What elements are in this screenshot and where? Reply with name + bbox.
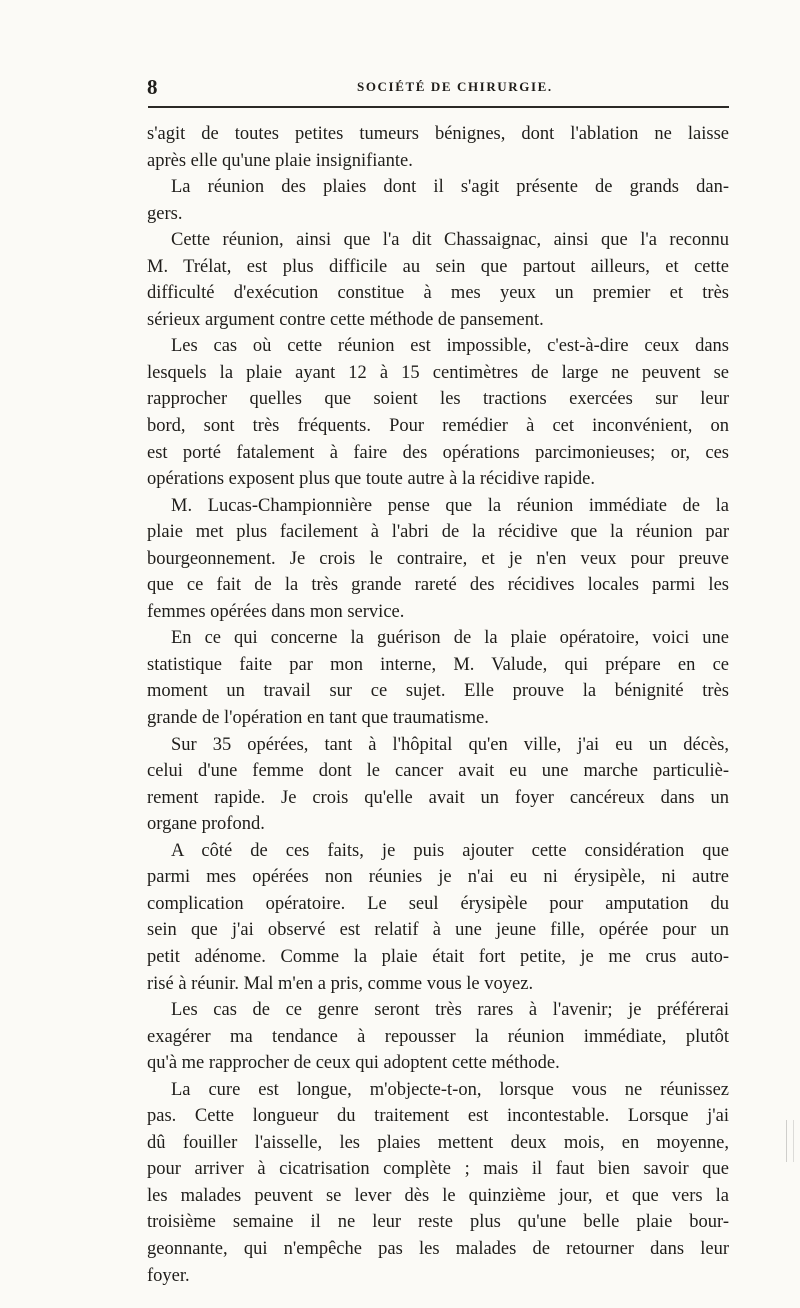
page-number: 8 [147, 75, 158, 99]
body-text [147, 121, 729, 1289]
paragraph-first-line: Sur 35 opérées, tant à l'hôpital qu'en ville, j'ai eu un décès, [171, 734, 729, 755]
text-line: pas. Cette longueur du traitement est incontestable. Lorsque j'ai [147, 1106, 729, 1127]
text-line: geonnante, qui n'empêche pas les malades de retourner dans leur [147, 1238, 729, 1259]
paragraph-first-line: A côté de ces faits, je puis ajouter cette considération que [171, 840, 729, 861]
text-line: moment un travail sur ce sujet. Elle prouve la bénignité très [147, 681, 729, 702]
paper-mark [786, 1120, 794, 1162]
running-title: SOCIÉTÉ DE CHIRURGIE. [357, 79, 553, 94]
text-line: statistique faite par mon interne, M. Valude, qui prépare en ce [147, 654, 729, 675]
text-line: opérations exposent plus que toute autre à la récidive rapide. [147, 469, 595, 490]
text-line: pour arriver à cicatrisation complète ; mais il faut bien savoir que [147, 1159, 729, 1180]
text-line: gers. [147, 203, 183, 224]
text-line: qu'à me rapprocher de ceux qui adoptent cette méthode. [147, 1053, 560, 1074]
text-line: lesquels la plaie ayant 12 à 15 centimètres de large ne peuvent se [147, 362, 729, 383]
paragraph-first-line: Les cas où cette réunion est impossible, c'est-à-dire ceux dans [171, 336, 729, 357]
text-line: organe profond. [147, 814, 265, 835]
text-line: petit adénome. Comme la plaie était fort petite, je me crus auto- [147, 946, 729, 967]
text-line: difficulté d'exécution constitue à mes yeux un premier et très [147, 283, 729, 304]
paragraph-first-line: Les cas de ce genre seront très rares à l'avenir; je préférerai [171, 1000, 729, 1021]
text-line: sérieux argument contre cette méthode de pansement. [147, 309, 544, 330]
page-header [147, 74, 728, 100]
paragraph-first-line: Cette réunion, ainsi que l'a dit Chassaignac, ainsi que l'a reconnu [171, 230, 729, 251]
header-rule [148, 106, 729, 108]
text-line: dû fouiller l'aisselle, les plaies mettent deux mois, en moyenne, [147, 1132, 729, 1153]
text-line: que ce fait de la très grande rareté des récidives locales parmi les [147, 575, 729, 596]
paragraph-first-line: La réunion des plaies dont il s'agit présente de grands dan- [171, 177, 729, 198]
text-line: celui d'une femme dont le cancer avait eu une marche particuliè- [147, 761, 729, 782]
text-line: les malades peuvent se lever dès le quinzième jour, et que vers la [147, 1185, 729, 1206]
text-line: risé à réunir. Mal m'en a pris, comme vous le voyez. [147, 973, 534, 994]
text-line: M. Trélat, est plus difficile au sein que partout ailleurs, et cette [147, 256, 729, 277]
paragraph-first-line: La cure est longue, m'objecte-t-on, lorsque vous ne réunissez [171, 1079, 729, 1100]
text-line: plaie met plus facilement à l'abri de la récidive que la réunion par [147, 522, 729, 543]
paragraph-first-line: M. Lucas-Championnière pense que la réunion immédiate de la [171, 495, 729, 516]
text-line: s'agit de toutes petites tumeurs bénignes, dont l'ablation ne laisse [147, 124, 729, 144]
text-line: rement rapide. Je crois qu'elle avait un foyer cancéreux dans un [147, 787, 729, 808]
text-line: femmes opérées dans mon service. [147, 601, 405, 622]
text-line: est porté fatalement à faire des opérations parcimonieuses; or, ces [147, 442, 729, 463]
text-line: complication opératoire. Le seul érysipèle pour amputation du [147, 893, 729, 914]
text-line: rapprocher quelles que soient les tractions exercées sur leur [147, 389, 729, 410]
text-line: troisième semaine il ne leur reste plus qu'une belle plaie bour- [147, 1212, 729, 1233]
text-line: parmi mes opérées non réunies je n'ai eu ni érysipèle, ni autre [147, 867, 729, 888]
text-line: exagérer ma tendance à repousser la réunion immédiate, plutôt [147, 1026, 729, 1047]
text-line: après elle qu'une plaie insignifiante. [147, 150, 413, 171]
text-line: grande de l'opération en tant que traumatisme. [147, 708, 489, 729]
text-line: bord, sont très fréquents. Pour remédier à cet inconvénient, on [147, 416, 729, 437]
text-line: bourgeonnement. Je crois le contraire, et je n'en veux pour preuve [147, 548, 729, 569]
paragraph-first-line: En ce qui concerne la guérison de la plaie opératoire, voici une [171, 628, 729, 649]
text-line: sein que j'ai observé est relatif à une jeune fille, opérée pour un [147, 920, 729, 941]
text-line: foyer. [147, 1265, 190, 1286]
